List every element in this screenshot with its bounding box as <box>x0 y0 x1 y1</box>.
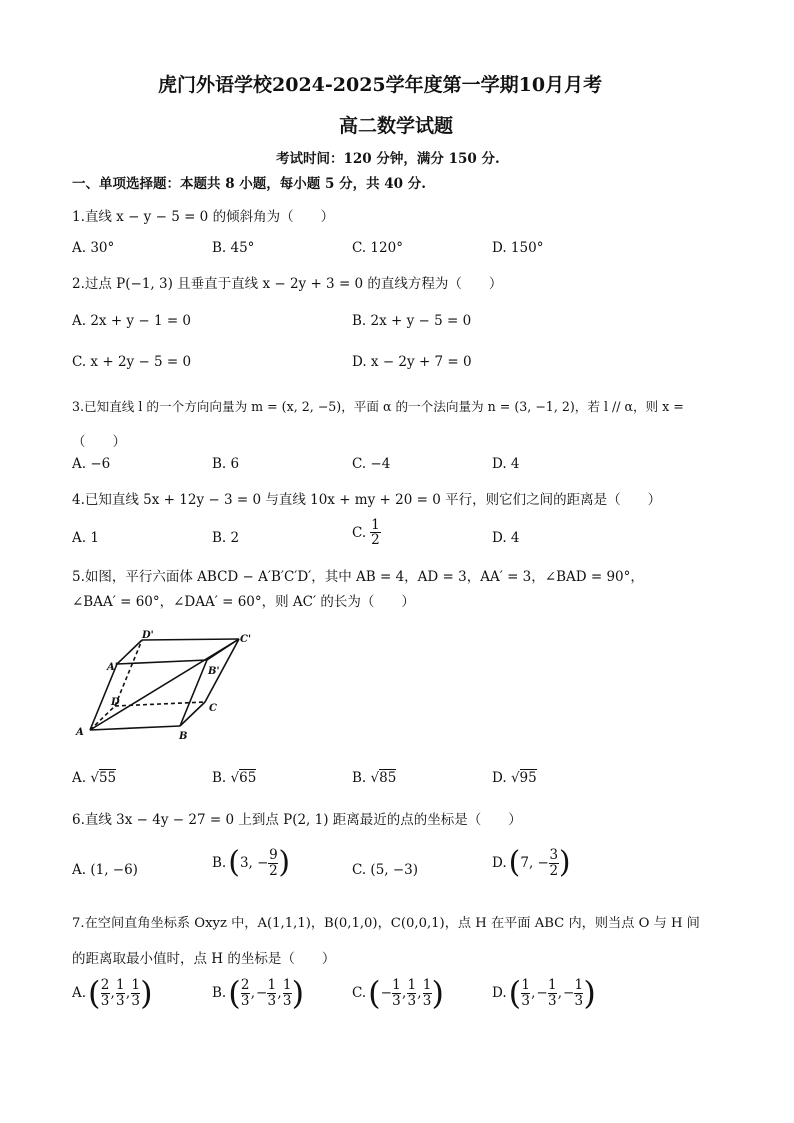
q6-b-denominator: 2 <box>269 862 278 879</box>
section-heading: 一、单项选择题：本题共 8 小题，每小题 5 分，共 40 分. <box>72 176 426 192</box>
fraction <box>241 978 250 1007</box>
q6-b-numerator: 9 <box>269 847 278 864</box>
minus-sign: − <box>256 985 268 1001</box>
parallelepiped-figure <box>72 622 272 742</box>
paren-left-icon: ( <box>228 974 241 1012</box>
q5-b-prefix: B. <box>212 770 227 786</box>
paren-left-icon: ( <box>88 974 101 1012</box>
q7-c-prefix: C. <box>352 985 367 1001</box>
q5-option-b[interactable] <box>212 770 256 786</box>
label-C1: C' <box>240 634 252 645</box>
q5-option-a[interactable] <box>72 770 116 786</box>
numerator: 1 <box>392 977 401 994</box>
q5-c-prefix: B. <box>352 770 367 786</box>
q6-option-a[interactable]: A. (1, −6) <box>72 862 138 878</box>
question-2: 2.过点 P(−1, 3) 且垂直于直线 x − 2y + 3 = 0 的直线方程为（ ） <box>72 276 503 292</box>
question-5-cont: ∠BAA′ = 60°，∠DAA′ = 60°，则 AC′ 的长为（ ） <box>72 594 415 610</box>
question-7: 7.在空间直角坐标系 Oxyz 中，A(1,1,1)，B(0,1,0)，C(0,0,1)，点 H 在平面 ABC 内，则当点 O 与 H 间 <box>72 916 700 931</box>
q5-option-c[interactable] <box>352 770 396 786</box>
question-4: 4.已知直线 5x + 12y − 3 = 0 与直线 10x + my + 20 = 0 平行，则它们之间的距离是（ ） <box>72 492 662 508</box>
q7-option-a[interactable] <box>72 974 153 1012</box>
numerator: 2 <box>240 977 250 994</box>
q6-d-numerator: 3 <box>549 847 559 864</box>
q2-option-c[interactable]: C. x + 2y − 5 = 0 <box>72 354 192 370</box>
fraction <box>548 978 557 1007</box>
exam-subtitle: 高二数学试题 <box>339 115 454 137</box>
denominator: 3 <box>240 992 250 1009</box>
label-B1: B' <box>208 666 220 677</box>
denominator: 3 <box>574 992 584 1009</box>
question-6: 6.直线 3x − 4y − 27 = 0 上到点 P(2, 1) 距离最近的点的坐标是（ ） <box>72 812 522 828</box>
q5-c-radicand: 85 <box>379 770 397 786</box>
paren-right-icon: ) <box>278 845 291 880</box>
q5-a-radicand: 55 <box>98 770 117 786</box>
fraction <box>283 978 292 1007</box>
comma: , <box>401 985 407 1001</box>
q1-option-a[interactable]: A. 30° <box>72 240 115 256</box>
q1-option-d[interactable]: D. 150° <box>492 240 544 256</box>
q4-c-denominator: 2 <box>371 532 380 549</box>
comma: , <box>125 985 131 1001</box>
q2-option-d[interactable]: D. x − 2y + 7 = 0 <box>352 354 472 370</box>
numerator: 1 <box>574 977 584 994</box>
q1-option-b[interactable]: B. 45° <box>212 240 255 256</box>
q6-b-prefix: B. <box>212 855 227 871</box>
denominator: 3 <box>407 992 417 1009</box>
q4-option-d[interactable]: D. 4 <box>492 530 520 546</box>
paren-right-icon: ) <box>431 974 445 1012</box>
q6-d-fraction <box>549 848 559 877</box>
paren-right-icon: ) <box>140 974 153 1012</box>
q4-option-c-fraction <box>369 518 382 547</box>
label-A1: A' <box>107 662 118 673</box>
q5-option-d[interactable] <box>492 770 537 786</box>
exam-title: 虎门外语学校2024-2025学年度第一学期10月月考 <box>158 74 603 96</box>
q7-b-prefix: B. <box>212 985 227 1001</box>
paren-left-icon: ( <box>368 974 381 1012</box>
q2-option-a[interactable]: A. 2x + y − 1 = 0 <box>72 313 192 329</box>
q6-option-c[interactable]: C. (5, −3) <box>352 862 419 878</box>
question-1: 1.直线 x − y − 5 = 0 的倾斜角为（ ） <box>72 209 335 225</box>
paren-right-icon: ) <box>291 974 305 1012</box>
q4-option-c-prefix: C. <box>352 524 367 541</box>
q3-option-a[interactable]: A. −6 <box>72 456 111 472</box>
comma: , <box>531 985 536 1001</box>
comma: , <box>250 985 255 1001</box>
denominator: 3 <box>422 992 432 1009</box>
paren-left-icon: ( <box>228 845 240 880</box>
denominator: 3 <box>521 992 530 1009</box>
q4-option-b[interactable]: B. 2 <box>212 530 240 546</box>
numerator: 1 <box>407 977 417 994</box>
q3-option-c[interactable]: C. −4 <box>352 456 391 472</box>
question-7-cont: 的距离取最小值时，点 H 的坐标是（ ） <box>72 951 336 967</box>
denominator: 3 <box>131 992 140 1009</box>
exam-info: 考试时间：120 分钟，满分 150 分. <box>276 151 500 167</box>
fraction <box>392 978 401 1007</box>
denominator: 3 <box>547 992 557 1009</box>
sqrt-icon: √ <box>370 770 380 786</box>
q1-option-c[interactable]: C. 120° <box>352 240 403 256</box>
q5-d-prefix: D. <box>492 770 507 786</box>
denominator: 3 <box>100 992 110 1009</box>
numerator: 1 <box>521 977 530 994</box>
fraction <box>407 978 416 1007</box>
sqrt-icon: √ <box>90 770 99 786</box>
q7-option-c[interactable] <box>352 974 445 1012</box>
minus-sign: − <box>380 985 392 1001</box>
label-A: A <box>76 727 84 738</box>
q4-c-numerator: 1 <box>371 517 380 533</box>
minus-sign: − <box>536 985 548 1001</box>
q6-d-pre: 7, − <box>520 855 549 871</box>
denominator: 3 <box>282 992 292 1009</box>
numerator: 1 <box>282 977 292 994</box>
numerator: 1 <box>131 977 140 994</box>
q7-option-d[interactable] <box>492 974 596 1012</box>
fraction <box>423 978 432 1007</box>
numerator: 1 <box>547 977 557 994</box>
q6-b-fraction <box>268 848 278 877</box>
q6-d-prefix: D. <box>492 855 507 871</box>
sqrt-icon: √ <box>230 770 240 786</box>
q3-option-b[interactable]: B. 6 <box>212 456 240 472</box>
label-C: C <box>209 703 217 714</box>
q6-d-denominator: 2 <box>549 862 559 879</box>
q4-option-c[interactable] <box>352 518 382 547</box>
q7-a-prefix: A. <box>72 985 87 1001</box>
q7-option-b[interactable] <box>212 974 305 1012</box>
comma: , <box>277 985 282 1001</box>
label-D: D <box>111 697 120 708</box>
fraction <box>521 978 530 1007</box>
denominator: 3 <box>267 992 277 1009</box>
denominator: 3 <box>116 992 125 1009</box>
comma: , <box>110 985 115 1001</box>
comma: , <box>417 985 422 1001</box>
numerator: 2 <box>100 977 110 994</box>
q4-option-a[interactable]: A. 1 <box>72 530 99 546</box>
denominator: 3 <box>392 992 401 1009</box>
paren-left-icon: ( <box>508 974 522 1012</box>
paren-left-icon: ( <box>508 845 521 880</box>
fraction <box>267 978 276 1007</box>
q6-option-b[interactable] <box>212 845 291 880</box>
q3-option-d[interactable]: D. 4 <box>492 456 520 472</box>
q5-a-prefix: A. <box>72 770 87 786</box>
q2-option-b[interactable]: B. 2x + y − 5 = 0 <box>352 313 472 329</box>
numerator: 1 <box>267 977 277 994</box>
paren-right-icon: ) <box>558 845 571 880</box>
question-5: 5.如图，平行六面体 ABCD − A′B′C′D′，其中 AB = 4，AD = 3，AA′ = 3，∠BAD = 90°， <box>72 569 644 585</box>
label-B: B <box>179 731 188 742</box>
q6-option-d[interactable] <box>492 845 571 880</box>
comma: , <box>557 985 563 1001</box>
fraction <box>116 978 125 1007</box>
numerator: 1 <box>422 977 432 994</box>
paren-right-icon: ) <box>583 974 596 1012</box>
q7-d-prefix: D. <box>492 985 507 1001</box>
fraction <box>574 978 583 1007</box>
question-3-cont: （ ） <box>72 434 126 450</box>
numerator: 1 <box>116 977 125 994</box>
minus-sign: − <box>563 985 575 1001</box>
label-D1: D' <box>142 630 154 641</box>
question-3: 3.已知直线 l 的一个方向向量为 m = (x, 2, −5)，平面 α 的一个法向量为 n = (3, −1, 2)，若 l // α，则 x = <box>72 399 684 414</box>
sqrt-icon: √ <box>510 770 520 786</box>
q5-d-radicand: 95 <box>519 770 537 786</box>
fraction <box>131 978 140 1007</box>
fraction <box>101 978 110 1007</box>
q5-b-radicand: 65 <box>239 770 257 786</box>
q6-b-pre: 3, − <box>239 855 269 871</box>
